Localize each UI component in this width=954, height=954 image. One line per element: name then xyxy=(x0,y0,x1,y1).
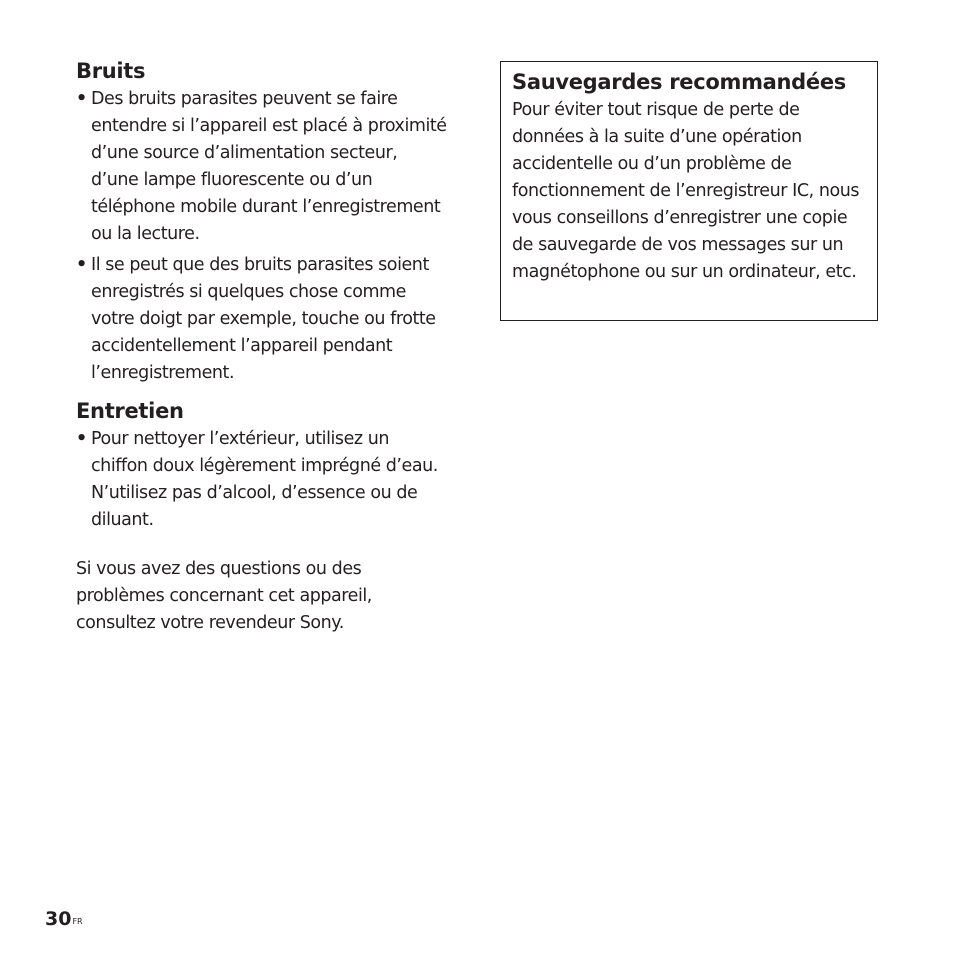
list-item-text: Il se peut que des bruits parasites soient enregistrés si quelques chose comme votre doigt par exemple, touche ou frotte accidentellement l’appareil pendant l’enregistrement. xyxy=(91,255,436,383)
bullet-icon: • xyxy=(76,89,87,109)
section-entretien xyxy=(76,398,448,534)
list-item xyxy=(76,426,448,534)
section-bruits xyxy=(76,58,448,387)
list-item-text: Pour nettoyer l’extérieur, utilisez un chiffon doux légèrement imprégné d’eau. N’utilisez pas d’alcool, d’essence ou de diluant. xyxy=(91,429,438,530)
bullet-icon: • xyxy=(76,255,87,275)
heading-sauvegardes: Sauvegardes recommandées xyxy=(512,70,846,94)
list-item xyxy=(76,252,448,387)
closing-paragraph: Si vous avez des questions ou des problèmes concernant cet appareil, consultez votre revendeur Sony. xyxy=(76,559,372,633)
page-number xyxy=(45,908,83,930)
heading-entretien: Entretien xyxy=(76,399,184,423)
sauvegardes-text: Pour éviter tout risque de perte de données à la suite d’une opération accidentelle ou d’un problème de fonctionnement de l’enregistreur IC, nous vous conseillons d’enregistrer une copie de sauvegarde de vos messages sur un magnétophone ou sur un ordinateur, etc. xyxy=(512,100,860,282)
bruits-list xyxy=(76,86,448,387)
list-item-text: Des bruits parasites peuvent se faire entendre si l’appareil est placé à proximité d’une source d’alimentation secteur, d’une lampe fluorescente ou d’un téléphone mobile durant l’enregistrement ou la lecture. xyxy=(91,89,447,244)
page-number-value: 30 xyxy=(45,908,72,930)
bullet-icon: • xyxy=(76,429,87,449)
heading-bruits: Bruits xyxy=(76,59,146,83)
list-item xyxy=(76,86,448,248)
left-column xyxy=(76,58,448,637)
entretien-list xyxy=(76,426,448,534)
page-language: FR xyxy=(72,917,83,926)
sauvegardes-box xyxy=(500,61,878,321)
